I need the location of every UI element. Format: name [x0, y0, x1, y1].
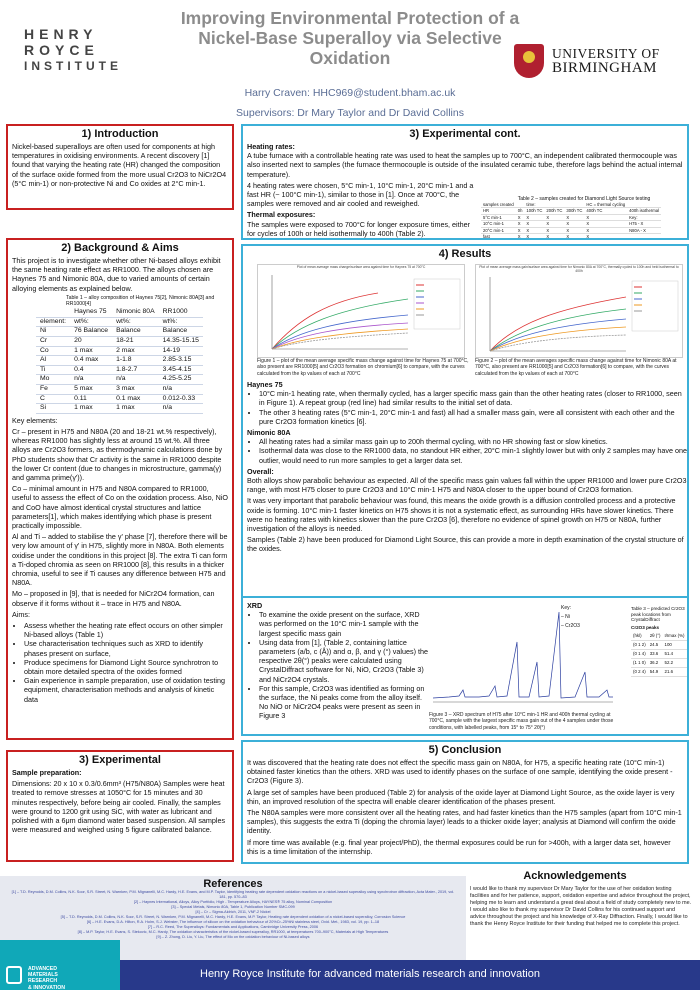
table-cell: 51.4	[663, 649, 687, 658]
table-cell: wt%:	[70, 317, 112, 327]
table-cell: X	[584, 221, 627, 227]
table-cell: X	[524, 234, 544, 240]
list-item: • Use characterisation techniques such as XRD to identify phases present on surface,	[24, 639, 228, 657]
table2-block	[481, 196, 687, 240]
figure-3-caption: Figure 3 – XRD spectrum of H75 after 10°C min-1 HR and 400h thermal cycling at 700°C, sample with the largest specific mass gain out of the 4 samples under those conditions, with labelled peaks, from 15° to 75° 2θ(°)	[429, 712, 614, 731]
background-section	[6, 238, 234, 740]
table-cell: 200h TC	[546, 208, 563, 214]
table-cell: 100h TC	[526, 208, 543, 214]
table-cell: X	[516, 227, 525, 233]
table-cell: 21.6	[663, 667, 687, 676]
table-cell: samples created	[483, 202, 514, 207]
table-cell: X	[516, 221, 525, 227]
university-crest-icon	[514, 44, 544, 78]
list-item: • Isothermal data was close to the RR1000 data, no standout HR either, 20°C min-1 slightly lower but with only 2 samples may have one outlier, would need to run more samples to get a larger data set.	[259, 446, 687, 464]
table-cell: X	[564, 227, 584, 233]
list-item: • All heating rates had a similar mass gain up to 200h thermal cycling, with no HR showing fast or slow kinetics.	[259, 437, 687, 446]
section-title: 3) Experimental	[79, 754, 161, 766]
heating-rates-label: Heating rates:	[247, 142, 295, 151]
table-cell: N80A - X	[627, 227, 661, 233]
table-cell: 36.2	[648, 658, 663, 667]
amrr-line: MATERIALS	[28, 972, 58, 979]
table-cell: HR	[481, 208, 516, 214]
list-item: • Gain experience in sample preparation, use of oxidation testing equipment, characterisation methods and analysis of kinetic data	[24, 676, 228, 704]
table-header-row	[36, 308, 203, 317]
table-cell: 0.4	[70, 365, 112, 375]
table-cell: n/a	[112, 375, 159, 385]
table-cell: X	[544, 234, 564, 240]
table-cell: 14-19	[159, 346, 203, 356]
section-title: 3) Experimental cont.	[409, 128, 521, 140]
table-cell: X	[524, 214, 544, 220]
table-cell: n/a	[159, 384, 203, 394]
table-cell: X	[524, 221, 544, 227]
table-cell: 1 max	[70, 346, 112, 356]
heating-rates-text-2: 4 heating rates were chosen, 5°C min-1, 10°C min-1, 20°C min-1 and a fast HR (~ 100°C min-1), similar to those in [1]. Once at 700°C, the samples were removed and air cooled and reweighed.	[247, 180, 474, 209]
samples-table	[481, 202, 661, 240]
key-cr2o3: – Cr2O3	[561, 623, 580, 629]
table-cell: 0h	[517, 208, 523, 214]
table-cell: 3.45-4.15	[159, 365, 203, 375]
section-title: 1) Introduction	[81, 128, 159, 140]
xrd-spectrum-plot	[429, 602, 615, 710]
table-cell: wt%:	[112, 317, 159, 327]
table3-subtitle: Cr2O3 peaks	[631, 624, 660, 630]
table-cell: X	[584, 214, 627, 220]
figure-1	[257, 264, 465, 358]
nimonic-list	[247, 437, 687, 465]
figure-2	[475, 264, 683, 358]
table-cell	[36, 308, 70, 317]
table-cell: Fe	[36, 384, 70, 394]
amrr-badge	[0, 940, 120, 990]
overall-text-2: It was very important that parabolic behaviour was found, this means the oxide growth is a diffusion controlled process and a protective oxide is forming. 10°C min-1 faster kinetics on H75 shows it is not a systematic effect, as surrounding HRs have slower kinetics. There were no heating rates with kinetics slower than the pure Cr2O3 [6], therefore no evidence of spinel growth on H75 or N80A, further investigation of the alloys is needed.	[247, 496, 676, 534]
haynes-list	[247, 389, 687, 426]
table-cell: HC = thermal cycling	[586, 202, 626, 207]
key-title: Key:	[561, 605, 572, 611]
logo-line: ROYCE	[24, 42, 99, 58]
table-cell: Nimonic 80A	[112, 308, 159, 317]
table-cell: 18-21	[112, 337, 159, 347]
table-row	[631, 667, 687, 676]
table-cell: Haynes 75	[70, 308, 112, 317]
key-element-cr: Cr – present in H75 and N80A (20 and 18-21 wt.% respectively), whereas RR1000 has slightly less at around 15 wt.%. All three alloys are Cr2O3 formers, as thermodynamic calculations done by PhD students show that Cr activity is the same in RR1000 despite the lower Cr content (due to changes in microstructure, gamma(γ) and gamma prime(γ')).	[12, 426, 223, 482]
poster-title: Improving Environmental Protection of a Nickel-Base Superalloy via Selective Oxidation	[180, 8, 520, 68]
acknowledgements-title: Acknowledgements	[523, 870, 627, 882]
table-cell: 14.35-15.15	[159, 337, 203, 347]
footer-text: Henry Royce Institute for advanced materials research and innovation	[200, 968, 540, 980]
table-cell: Cr	[36, 337, 70, 347]
list-item: • To examine the oxide present on the surface, XRD was performed on the 10°C min-1 sample with the largest specific mass gain	[259, 610, 429, 638]
table-row	[36, 346, 203, 356]
conclusion-text-1: It was discovered that the heating rate does not effect the specific mass gain on N80A, for H75, a specific heating rate (10°C min-1) obtained faster kinetics than the others. XRD was used to identify phases on the surface of one sample, identifying the oxide present - Cr2O3 (Figure 3).	[247, 758, 673, 786]
acknowledgements-text: I would like to thank my supervisor Dr Mary Taylor for the use of her oxidation testing facilities and for her patience, support, oxidation expertise and advice throughout the project, helping me to learn and understand a great deal about a field of study completely new to me. I would also like to thank my supervisor Dr David Collins for his continued support and advice throughout the project and his knowledge of X-Ray Diffraction. Finally, I would like to thank the Henry Royce Institute for their funding that helped me to complete this project.	[470, 886, 692, 927]
table-cell: 1-1.8	[112, 356, 159, 366]
table-cell: 1.8-2.7	[112, 365, 159, 375]
thermal-exposures-text: The samples were exposed to 700°C for longer exposure times, either for cycles of 100h or held isothermally to 400h (Table 2).	[247, 219, 471, 238]
figure-3-key	[561, 604, 580, 631]
table-row	[36, 404, 203, 414]
logo-line: INSTITUTE	[24, 59, 122, 73]
table-cell: 76 Balance	[70, 327, 112, 337]
table-cell: Al	[36, 356, 70, 366]
table-cell: X	[544, 221, 564, 227]
introduction-section	[6, 124, 234, 210]
table-cell: 33.6	[648, 649, 663, 658]
table-row	[631, 658, 687, 667]
table-cell: 20	[70, 337, 112, 347]
key-elements-label: Key elements:	[12, 415, 58, 425]
table-cell	[627, 234, 661, 240]
nimonic-label: Nimonic 80A	[247, 428, 291, 438]
table-row	[631, 640, 687, 649]
table-cell: 4.25-5.25	[159, 375, 203, 385]
reference-item: [3] – Special Metals, Nimonic 80A, Table 1, Publication Number SMC-099	[171, 905, 295, 909]
logo-line: HENRY	[24, 26, 98, 42]
table-cell: 100	[663, 640, 687, 649]
heating-rates-text: A tube furnace with a controllable heating rate was used to heat the samples up to 700°C, an independent calibrated thermocouple was also inserted next to samples (the furnace thermocouple is outside of the insulated ceramic tube, therefore lags behind the actual internal temperature).	[247, 151, 683, 179]
table-row	[36, 384, 203, 394]
royce-wordmark: ROYCE	[585, 930, 690, 961]
table-cell: 2θ (°)	[648, 632, 663, 641]
table-cell: X	[544, 227, 564, 233]
table-row	[36, 327, 203, 337]
list-item: • Using data from [1], (Table 2, containing lattice parameters (a/b, c (Å)) and α, β, and γ (°) values) the respective 2θ(°) peaks were calculated using CrystalDiffract software for Ni, NiO, Cr2O3 (Table 3) and NiCr2O4 crystals.	[259, 638, 429, 684]
table-cell: Ni	[36, 327, 70, 337]
list-item: • Produce specimens for Diamond Light Source synchrotron to obtain more detailed spectra of the oxides formed	[24, 658, 228, 676]
section-title: 4) Results	[438, 248, 492, 260]
conclusion-text-2: A large set of samples have been produced (Table 2) for analysis of the oxide layer at Diamond Light Source, as the oxide layer is very thin, an improved resolution of the spectra will enable clearer identification of the phases present.	[247, 787, 675, 806]
amrr-line: & INNOVATION	[28, 984, 65, 991]
composition-table	[36, 308, 203, 414]
table-row	[36, 317, 203, 327]
reference-item: [5] – T.D. Reynolds, D.M. Collins, N.K. Soor, S.R. Street, N. Warnken, P.M. Mignanelli, M.C. Hardy, H.E. Evans, M.P. Taylor, Heating rate dependent oxidation of a nickel-based superalloy, Corrosion Science	[60, 915, 406, 919]
table-cell: I/Imax (%)	[663, 632, 687, 641]
reference-item: [2] – Haynes International, Alloys, Alloy Portfolio, High - Temperature Alloys, HAYNES® 75 alloy, Nominal Composition	[133, 900, 333, 904]
amrr-logo-icon	[6, 966, 22, 984]
table-row	[36, 375, 203, 385]
table-row	[36, 394, 203, 404]
section-title: 2) Background & Aims	[61, 242, 179, 254]
reference-item: [6] – H.E. Evans, D.A. Hilton, R.A. Holm, S.J. Webster, The influence of silicon on the oxidation behaviour of 20%Cr–25%Ni stainless steel, Oxid. Met., 1983, vol. 19, pp. 1–18	[86, 920, 380, 924]
background-intro: This project is to investigate whether other Ni-based alloys exhibit the same heating rate effect as RR1000. The alloys chosen are Haynes 75 and Nimonic 80A, due to varied amounts of certain alloying elements as explained below.	[12, 256, 221, 293]
table-cell: Balance	[159, 327, 203, 337]
table-cell: 10°C min-1	[481, 221, 516, 227]
overall-text-3: Samples (Table 2) have been produced for Diamond Light Source, this can provide a more in depth examination of the crystal structure of the oxides.	[247, 535, 684, 554]
key-ni: – Ni	[561, 614, 570, 620]
xrd-section	[241, 596, 689, 736]
list-item: • Assess whether the heating rate effect occurs on other simpler Ni-based alloys (Table 1)	[24, 621, 228, 639]
key-element-mo: Mo – proposed in [9], that is needed for NiCr2O4 formation, can observe if it forms without it – trace in H75 and N80A.	[12, 589, 215, 608]
table3-block	[631, 606, 687, 677]
overall-text-1: Both alloys show parabolic behaviour as expected. All of the specific mass gain values fall within the upper RR1000 and lower pure Cr2O3 range, with most H75 closer to pure Cr2O3 and 10°C min-1 H75 and N80A closer to the upper bound of Cr2O3 formation.	[247, 476, 687, 495]
figure-3	[429, 602, 615, 710]
table-cell: Ti	[36, 365, 70, 375]
table-cell: X	[524, 227, 544, 233]
figure-2-plot	[476, 273, 682, 357]
henry-royce-logo	[24, 26, 164, 74]
table1-caption: Table 1 – alloy composition of Haynes 75[2], Nimonic 80A[3] and RR1000[4]	[66, 294, 215, 308]
supervisors-line: Supervisors: Dr Mary Taylor and Dr David Collins	[236, 107, 464, 119]
references-title: References	[203, 878, 263, 890]
figure-2-caption: Figure 2 – plot of the mean averages specific mass change against time for Nimonic 80A at 700°C, also present are RR1000[5] and Cr2O3 formation[6] to compare, with the curves calculated from the kp values of each at 700°C	[475, 358, 677, 377]
table-cell: 52.2	[663, 658, 687, 667]
key-element-al-ti: Al and Ti – added to stabilise the γ' phase [7], therefore there will be very low amount of γ' in H75, slightly more in N80A. Both elements oxidise under the conditions in this project [8]. The extra Ti can form a Ti-doped chromia as seen on RR1000 [8], this results in a thicker chromia, useful to see if Ti causes any difference between H75 and N80A.	[12, 532, 228, 588]
table-cell: 0.4 max	[70, 356, 112, 366]
xrd-list	[247, 610, 429, 720]
table-cell: element:	[36, 317, 70, 327]
table3-caption: Table 3 – predicted Cr2O3 peak locations from CrystalDiffract	[631, 606, 685, 623]
table-cell: X	[564, 214, 584, 220]
table-cell: Co	[36, 346, 70, 356]
table-cell: Balance	[112, 327, 159, 337]
haynes-label: Haynes 75	[247, 380, 283, 389]
university-logo	[514, 44, 684, 78]
amrr-line: RESEARCH	[28, 978, 58, 985]
table-cell: 400h isothermal	[629, 208, 659, 214]
table-cell: C	[36, 394, 70, 404]
table-cell: (0 1 2)	[631, 640, 648, 649]
reference-item: [9] – Z. Zhong, D. Liu, Y. Liu, The effect of Mo on the oxidation behaviour of Ni-based alloys	[156, 935, 310, 939]
key-element-co: Co – minimal amount in H75 and N80A compared to RR1000, useful to assess the effect of Co on the oxidation process. Also, NiO and CoO have almost identical crystal structures and lattice parameters[1], which makes identifying which phase is present practically impossible.	[12, 484, 229, 530]
experimental-text: Dimensions: 20 x 10 x 0.3/0.6mm³ (H75/N80A) Samples were heat treated to remove stresses at 1050°C for 15 minutes and 30 minutes respectively, before being air cooled. Finally, the samples were ground to 1200 grit using SiC, with water as lubricant and polished with a 6μm diamond water based suspension. All samples were measured and weighed using 5 figure calibrated balance.	[12, 779, 226, 835]
table-cell: (hkl)	[631, 632, 648, 641]
peak-table	[631, 632, 687, 677]
reference-item: [4] – Cr – Sigma-Aldrich, 2011, VNF-2 Nickel	[195, 910, 271, 914]
thermal-exposures-label: Thermal exposures:	[247, 210, 316, 220]
conclusion-text-4: If more time was available (e.g. final year project/PhD), the thermal exposures could be run for >400h, with a larger data set, however this is a time limitation of the internship.	[247, 837, 671, 856]
university-line: BIRMINGHAM	[552, 60, 658, 76]
results-text	[243, 380, 689, 556]
experimental-section	[6, 750, 234, 862]
table-cell: 2 max	[112, 346, 159, 356]
table-row	[36, 337, 203, 347]
table-cell: 0.012-0.33	[159, 394, 203, 404]
conclusion-section	[241, 740, 689, 864]
table-cell: 5 max	[70, 384, 112, 394]
table-cell: 400h TC	[584, 208, 627, 214]
table-cell: X	[564, 234, 584, 240]
table-cell: X	[516, 214, 525, 220]
list-item: • For this sample, Cr2O3 was identified as forming on the surface, the Ni peaks come from the alloy itself. No NiO or NiCr2O4 peaks were present as seen in Figure 3	[259, 684, 429, 721]
reference-item: [1] – T.D. Reynolds, D.M. Collins, N.K. Soor, S.R. Street, N. Warnken, P.M. Mignanelli, M.C. Hardy, H.E. Evans, and M.P. Taylor, Identifying heating rate dependent oxidation reactions on a nickel-based superalloy using synchrotron diffraction, Acta Mater., 2019, vol. 181, pp. 570–83	[11, 890, 455, 899]
table-cell: 0.1 max	[112, 394, 159, 404]
university-line: UNIVERSITY OF	[552, 46, 660, 61]
table-row	[36, 356, 203, 366]
table-cell: (0 2 4)	[631, 667, 648, 676]
table-cell: 2.85-3.15	[159, 356, 203, 366]
xrd-label: XRD	[247, 601, 263, 610]
table-row	[631, 649, 687, 658]
aims-list	[12, 621, 228, 704]
table-cell: 24.5	[648, 640, 663, 649]
figure-1-title: Plot of mean average mass change/surface area against time for Haynes 75 at 700°C	[296, 265, 426, 269]
table-cell: Key:	[627, 214, 661, 220]
list-item: • The other 3 heating rates (5°C min-1, 20°C min-1 and fast) all had a smaller mass gain, were all consistent with each other and the pure Cr2O3 formation kinetics [6].	[259, 408, 687, 426]
introduction-text: Nickel-based superalloys are often used for components at high temperatures in oxidising environments. A recent discovery [1] found that varying the heating rate (HR) changed the composition of the surface oxide formed from the more usual Cr2O3 to NiCr2O4 (5°C min-1) or non-protective Ni and Co oxides at 2°C min-1.	[12, 142, 227, 188]
overall-label: Overall:	[247, 466, 274, 476]
aims-label: Aims:	[12, 609, 30, 619]
table-cell: 54.9	[648, 667, 663, 676]
table-cell: Mo	[36, 375, 70, 385]
table-cell: X	[584, 234, 627, 240]
table-row	[36, 365, 203, 375]
table-cell: 0.11	[70, 394, 112, 404]
table-cell: X	[544, 214, 564, 220]
author-line: Harry Craven: HHC969@student.bham.ac.uk	[244, 87, 456, 99]
table-cell: 300h TC	[566, 208, 583, 214]
table-header-row	[631, 632, 687, 641]
table-cell: (1 1 0)	[631, 658, 648, 667]
table-cell: X	[564, 221, 584, 227]
table-cell: 5°C min-1	[481, 214, 516, 220]
table-cell: n/a	[159, 404, 203, 414]
table-cell: 1 max	[70, 404, 112, 414]
table-cell: H75 - X	[627, 221, 661, 227]
table-cell: time:	[524, 202, 544, 208]
table-cell: X	[584, 227, 627, 233]
sample-prep-label: Sample preparation:	[12, 768, 82, 777]
table-cell: 1 max	[112, 404, 159, 414]
figure-2-title: Plot of mean average mass gain/surface area against time for Nimonic 80A at 700°C, thermally cycled to 100h and held isothermal to 400h	[479, 265, 679, 273]
table2-caption: Table 2 – samples created for Diamond Light Source testing	[517, 196, 651, 202]
table-cell: 20°C min-1	[481, 227, 516, 233]
table-cell: wt%:	[159, 317, 203, 327]
amrr-line: ADVANCED	[28, 966, 58, 972]
table-cell: fast	[481, 234, 516, 240]
reference-item: [7] – R.C. Reed, The Superalloys: Fundamentals and Applications, Cambridge University Press, 2006	[147, 925, 319, 929]
table-cell: 3 max	[112, 384, 159, 394]
list-item: • 10°C min-1 heating rate, when thermally cycled, has a larger specific mass gain than the other heating rates (closer to RR1000, seen in Figure 1). A repeat group (red line) had similar results to the initial set of data.	[259, 389, 687, 407]
experimental-cont-section	[241, 124, 689, 240]
figure-1-plot	[258, 269, 464, 355]
section-title: 5) Conclusion	[428, 744, 502, 756]
table-row	[481, 234, 661, 240]
table-cell: n/a	[70, 375, 112, 385]
table-cell: (0 1 4)	[631, 649, 648, 658]
reference-item: [8] – M.P. Taylor, H.E. Evans, S. Stekovic, M.C. Hardy, The oxidation characteristics of the nickel-based superalloy, RR1000, at temperatures 700–900°C, Materials at High Temperatures	[77, 930, 389, 934]
table-cell: RR1000	[159, 308, 203, 317]
table-cell: Si	[36, 404, 70, 414]
conclusion-text-3: The N80A samples were more consistent over all the heating rates, and had faster kinetics than the H75 samples (apart from 10°C min-1 samples), this suggests the extra Ti (doping the chromia layer) leads to a thicker oxide layer; analysis at Diamond will confirm the oxide identity.	[247, 808, 682, 836]
table-cell: X	[516, 234, 525, 240]
figure-1-caption: Figure 1 – plot of the mean average specific mass change against time for Haynes 75 at 700°C, also present are RR1000[5] and Cr2O3 formation on chromium[6] to compare, with the curves calculated from the kp values of each at 700°C	[257, 358, 469, 377]
